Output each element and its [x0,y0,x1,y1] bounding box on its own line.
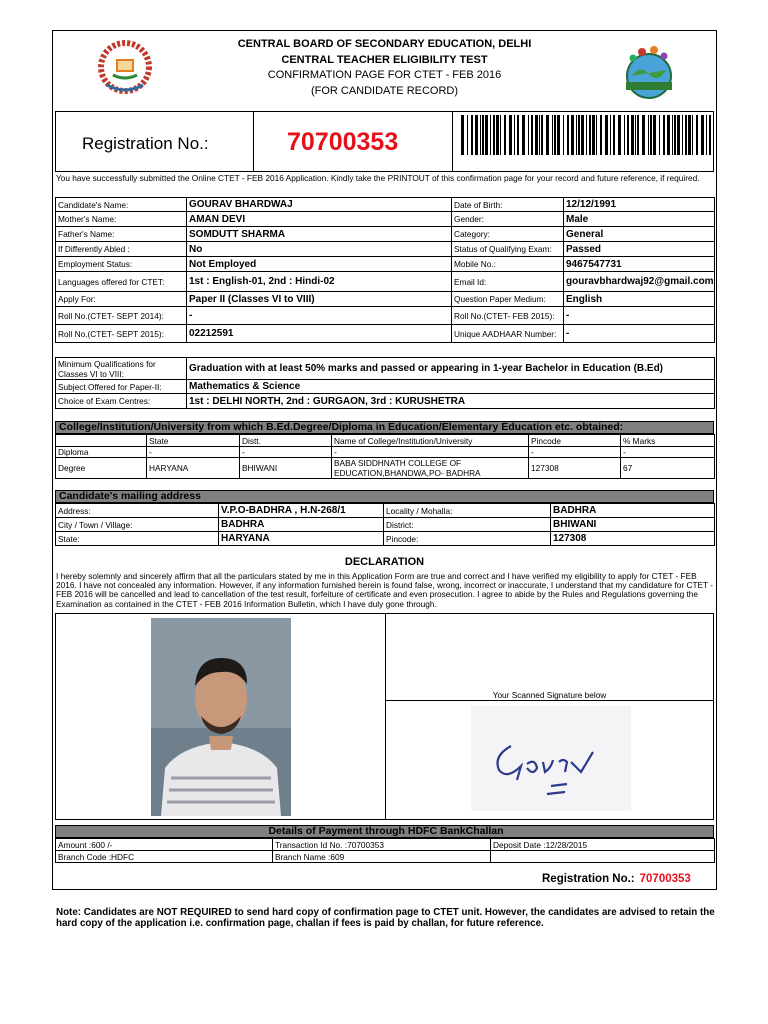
field-label: Pincode: [384,532,551,546]
payment-cell: Branch Code :HDFC [56,851,273,863]
mailing-address-table [55,503,715,546]
barcode-bar [685,115,687,155]
barcode-bar [514,115,515,155]
barcode-bar [672,115,673,155]
barcode-bar [567,115,569,155]
table-cell: - [529,447,621,458]
field-label: Unique AADHAAR Number: [452,325,564,343]
payment-cell: Amount :600 /- [56,839,273,851]
barcode-bar [642,115,645,155]
footer-registration [542,873,691,885]
barcode-bar [610,115,611,155]
column-header: Pincode [529,435,621,447]
column-header: Name of College/Institution/University [332,435,529,447]
barcode-bar [539,115,540,155]
table-row [56,394,715,409]
divider [385,614,386,819]
barcode-bar [557,115,560,155]
field-label: Languages offered for CTET: [56,272,187,292]
barcode-bar [663,115,665,155]
barcode-bar [677,115,680,155]
qualification-table [55,357,715,409]
page-title: CONFIRMATION PAGE FOR CTET - FEB 2016 [267,69,502,81]
barcode-bar [461,115,464,155]
table-row [56,851,715,863]
barcode-bar [504,115,506,155]
barcode-bar [554,115,556,155]
page-header [52,30,717,109]
table-row [56,272,715,292]
barcode-bar [674,115,676,155]
registration-label: Registration No.: [82,134,209,153]
page-subtitle: (FOR CANDIDATE RECORD) [310,84,459,97]
barcode-bar [682,115,683,155]
barcode-bar [653,115,656,155]
barcode-bar [709,115,711,155]
field-value: BADHRA [551,504,715,518]
barcode-bar [650,115,652,155]
field-value: SOMDUTT SHARMA [187,227,452,242]
field-label: Apply For: [56,292,187,307]
table-cell: Degree [56,458,147,479]
barcode-bar [541,115,543,155]
payment-cell: Transaction Id No. :70700353 [273,839,491,851]
table-cell: - [621,447,715,458]
barcode-bar [627,115,629,155]
payment-table [55,838,715,863]
table-row [56,518,715,532]
barcode-bar [571,115,574,155]
table-row [56,358,715,380]
barcode-bar [528,115,529,155]
college-table [55,434,715,479]
table-row [56,257,715,272]
table-row [56,447,715,458]
table-row [56,504,715,518]
column-header [56,435,147,447]
barcode-bar [659,115,660,155]
field-label: District: [384,518,551,532]
barcode-bar [696,115,698,155]
barcode-bar [635,115,636,155]
barcode-bar [592,115,595,155]
field-value: Mathematics & Science [187,380,715,394]
barcode-bar [624,115,625,155]
declaration-title: DECLARATION [344,556,425,568]
table-cell: BHIWANI [240,458,332,479]
field-label: Locality / Mohalla: [384,504,551,518]
barcode-bar [531,115,533,155]
column-header: State [147,435,240,447]
field-label: Question Paper Medium: [452,292,564,307]
field-label: Subject Offered for Paper-II: [56,380,187,394]
footer-registration-number: 70700353 [639,873,691,885]
field-value: English [564,292,715,307]
table-row [56,227,715,242]
barcode-bar [586,115,587,155]
table-cell: HARYANA [147,458,240,479]
barcode-bar [631,115,634,155]
barcode-bar [522,115,525,155]
signature-icon [471,706,631,811]
field-value: AMAN DEVI [187,212,452,227]
barcode-bar [480,115,481,155]
barcode-bar [692,115,693,155]
table-cell: 127308 [529,458,621,479]
college-section-title: College/Institution/University from which B.Ed.Degree/Diploma in Education/Elementary Education etc. obtained: [55,421,714,434]
field-value: 1st : DELHI NORTH, 2nd : GURGAON, 3rd : KURUSHETRA [187,394,715,409]
field-label: Status of Qualifying Exam: [452,242,564,257]
field-value: Graduation with at least 50% marks and passed or appearing in 1-year Bachelor in Education (B.Ed) [187,358,715,380]
barcode-bar [552,115,553,155]
barcode-bar [637,115,639,155]
table-cell: BABA SIDDHNATH COLLEGE OF EDUCATION,BHANDWA,PO- BADHRA [332,458,529,479]
table-row [56,380,715,394]
barcode-bar [493,115,495,155]
signature-divider [386,700,714,701]
barcode-bar [613,115,615,155]
table-row [56,458,715,479]
barcode-bar [467,115,468,155]
barcode-bar [535,115,538,155]
field-value: BADHRA [219,518,384,532]
table-row [56,307,715,325]
field-value: gouravbhardwaj92@gmail.com [564,272,715,292]
barcode-bar [475,115,478,155]
table-row [56,325,715,343]
table-cell: - [332,447,529,458]
barcode-bar [706,115,707,155]
field-label: Address: [56,504,219,518]
barcode-bar [648,115,649,155]
table-row [56,435,715,447]
footer-registration-label: Registration No.: [542,873,635,885]
table-cell: Diploma [56,447,147,458]
field-value: Paper II (Classes VI to VIII) [187,292,452,307]
board-name: CENTRAL BOARD OF SECONDARY EDUCATION, DELHI [237,38,532,50]
signature-caption: Your Scanned Signature below [492,690,607,700]
registration-number: 70700353 [287,128,399,156]
photo-signature-area [55,613,714,820]
field-value: - [564,325,715,343]
table-cell: 67 [621,458,715,479]
field-label: Mobile No.: [452,257,564,272]
table-row [56,212,715,227]
field-value: BHIWANI [551,518,715,532]
field-label: Roll No.(CTET- SEPT 2014): [56,307,187,325]
field-value: General [564,227,715,242]
barcode-bar [589,115,591,155]
field-value: GOURAV BHARDWAJ [187,198,452,212]
field-label: If Differently Abled : [56,242,187,257]
payment-cell: Branch Name :609 [273,851,491,863]
barcode-bar [471,115,473,155]
field-value: V.P.O-BADHRA , H.N-268/1 [219,504,384,518]
registration-box [55,111,714,172]
field-label: Date of Birth: [452,198,564,212]
field-value: 1st : English-01, 2nd : Hindi-02 [187,272,452,292]
field-value: Male [564,212,715,227]
field-label: City / Town / Village: [56,518,219,532]
field-label: State: [56,532,219,546]
field-label: Minimum Qualifications for Classes VI to VIII: [56,358,187,380]
field-label: Candidate's Name: [56,198,187,212]
table-cell: - [147,447,240,458]
table-row [56,198,715,212]
field-value: - [187,307,452,325]
barcode-icon [461,115,711,155]
field-value: HARYANA [219,532,384,546]
barcode-bar [482,115,484,155]
field-label: Category: [452,227,564,242]
barcode-bar [517,115,519,155]
table-row [56,242,715,257]
table-row [56,839,715,851]
barcode-bar [485,115,488,155]
column-header: % Marks [621,435,715,447]
barcode-bar [581,115,584,155]
field-label: Roll No.(CTET- SEPT 2015): [56,325,187,343]
field-label: Mother's Name: [56,212,187,227]
barcode-bar [600,115,602,155]
field-label: Email Id: [452,272,564,292]
field-label: Roll No.(CTET- FEB 2015): [452,307,564,325]
candidate-details-table [55,197,715,343]
field-value: 127308 [551,532,715,546]
field-value: No [187,242,452,257]
field-value: 02212591 [187,325,452,343]
footer-note: Note: Candidates are NOT REQUIRED to send hard copy of confirmation page to CTET unit. However, the candidates are advised to retain the hard copy of the application i.e. confirmation page, challan if fees is paid by challan, for future reference. [56,907,715,929]
table-row [56,532,715,546]
barcode-bar [605,115,608,155]
barcode-bar [500,115,501,155]
payment-cell [491,851,715,863]
field-label: Gender: [452,212,564,227]
barcode-bar [563,115,564,155]
payment-cell: Deposit Date :12/28/2015 [491,839,715,851]
field-value: 12/12/1991 [564,198,715,212]
barcode-bar [688,115,691,155]
intro-text: You have successfully submitted the Online CTET - FEB 2016 Application. Kindly take the PRINTOUT of this confirmation page for your record and future reference, if required. [56,173,700,183]
barcode-bar [667,115,670,155]
field-label: Father's Name: [56,227,187,242]
barcode-bar [618,115,621,155]
exam-name: CENTRAL TEACHER ELIGIBILITY TEST [281,53,488,66]
table-row [56,292,715,307]
column-header: Distt. [240,435,332,447]
candidate-photo [151,618,291,816]
barcode-bar [496,115,499,155]
field-value: - [564,307,715,325]
barcode-bar [701,115,704,155]
table-cell: - [240,447,332,458]
registration-number-cell [253,112,453,171]
field-label: Employment Status: [56,257,187,272]
barcode-bar [596,115,597,155]
field-label: Choice of Exam Centres: [56,394,187,409]
barcode-bar [578,115,580,155]
field-value: 9467547731 [564,257,715,272]
declaration-text: I hereby solemnly and sincerely affirm that all the particulars stated by me in this Application Form are true and correct and I have verified my eligibility to apply for CTET - FEB 2016. I have not concealed any information. However, if any information furnished herein is found false, wrong, incorrect or inaccurate, I understand that my candidature for CTET - FEB 2016 will be cancelled and lead to cancellation of the test result, forfeiture of certificate and even prosecution. I agree to abide by the Rules and Regulations governing the Examination as contained in the CTET - FEB 2016 Information Bulletin, which I have duly gone through. [56,571,714,609]
barcode-bar [576,115,577,155]
barcode-bar [546,115,549,155]
barcode-bar [509,115,512,155]
field-value: Passed [564,242,715,257]
barcode-bar [490,115,491,155]
mailing-section-title: Candidate's mailing address [55,490,714,503]
payment-section-title: Details of Payment through HDFC BankChallan [55,825,714,838]
field-value: Not Employed [187,257,452,272]
